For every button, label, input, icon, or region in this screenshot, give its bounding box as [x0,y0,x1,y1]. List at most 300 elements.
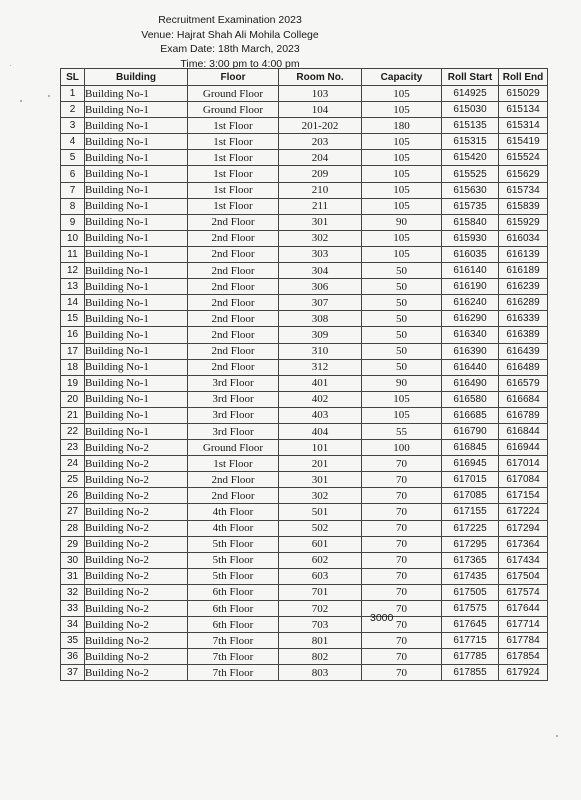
table-row [61,504,548,520]
cell-room: 210 [279,182,362,198]
cell-building: Building No-1 [85,86,188,102]
cell-capacity: 70 [362,488,442,504]
cell-building: Building No-1 [85,118,188,134]
cell-capacity: 105 [362,230,442,246]
cell-building: Building No-1 [85,263,188,279]
cell-room: 304 [279,263,362,279]
cell-floor: 5th Floor [188,536,279,552]
cell-room: 703 [279,617,362,633]
cell-capacity: 70 [362,520,442,536]
cell-roll-end: 617154 [499,488,548,504]
cell-roll-end: 615734 [499,182,548,198]
cell-building: Building No-1 [85,391,188,407]
cell-floor: 5th Floor [188,552,279,568]
table-row [61,279,548,295]
table-row [61,102,548,118]
table-row [61,182,548,198]
cell-sl: 17 [61,343,85,359]
table-row [61,488,548,504]
cell-room: 803 [279,665,362,681]
cell-room: 602 [279,552,362,568]
cell-building: Building No-1 [85,182,188,198]
cell-roll-start: 617085 [442,488,499,504]
cell-roll-start: 616945 [442,456,499,472]
cell-floor: 1st Floor [188,456,279,472]
cell-roll-start: 616490 [442,375,499,391]
table-row [61,246,548,262]
cell-capacity: 105 [362,246,442,262]
cell-roll-end: 617924 [499,665,548,681]
cell-room: 601 [279,536,362,552]
cell-roll-end: 615314 [499,118,548,134]
cell-room: 312 [279,359,362,375]
cell-capacity: 70 [362,649,442,665]
table-row [61,214,548,230]
table-row [61,343,548,359]
cell-room: 201-202 [279,118,362,134]
cell-floor: 7th Floor [188,665,279,681]
cell-sl: 6 [61,166,85,182]
cell-building: Building No-1 [85,423,188,439]
cell-building: Building No-2 [85,520,188,536]
table-row [61,86,548,102]
cell-floor: 7th Floor [188,649,279,665]
col-header-floor: Floor [188,69,279,86]
cell-roll-start: 617645 [442,617,499,633]
cell-sl: 31 [61,568,85,584]
cell-roll-end: 615524 [499,150,548,166]
cell-room: 403 [279,407,362,423]
cell-capacity: 90 [362,214,442,230]
cell-room: 211 [279,198,362,214]
col-header-roll-end: Roll End [499,69,548,86]
cell-floor: 4th Floor [188,520,279,536]
cell-capacity: 50 [362,343,442,359]
cell-building: Building No-1 [85,134,188,150]
table-row [61,568,548,584]
cell-building: Building No-1 [85,407,188,423]
cell-roll-start: 617295 [442,536,499,552]
cell-roll-start: 614925 [442,86,499,102]
venue-line: Venue: Hajrat Shah Ali Mohila College [141,28,319,41]
cell-floor: 1st Floor [188,198,279,214]
cell-roll-start: 616580 [442,391,499,407]
cell-building: Building No-2 [85,504,188,520]
cell-sl: 19 [61,375,85,391]
cell-capacity: 70 [362,617,442,633]
cell-room: 301 [279,472,362,488]
cell-building: Building No-2 [85,440,188,456]
cell-room: 203 [279,134,362,150]
cell-sl: 1 [61,86,85,102]
cell-building: Building No-1 [85,375,188,391]
cell-capacity: 50 [362,327,442,343]
cell-building: Building No-1 [85,343,188,359]
cell-roll-end: 617504 [499,568,548,584]
cell-roll-end: 615839 [499,198,548,214]
cell-roll-start: 617575 [442,601,499,617]
cell-building: Building No-2 [85,633,188,649]
table-row [61,198,548,214]
cell-roll-start: 617435 [442,568,499,584]
cell-sl: 9 [61,214,85,230]
cell-roll-start: 616190 [442,279,499,295]
cell-floor: 1st Floor [188,150,279,166]
table-row [61,440,548,456]
cell-roll-end: 616239 [499,279,548,295]
cell-room: 310 [279,343,362,359]
cell-roll-end: 616789 [499,407,548,423]
cell-capacity: 105 [362,166,442,182]
col-header-room: Room No. [279,69,362,86]
cell-floor: 6th Floor [188,601,279,617]
cell-roll-end: 615419 [499,134,548,150]
scan-speck [556,735,558,737]
cell-capacity: 50 [362,359,442,375]
cell-roll-end: 616439 [499,343,548,359]
cell-roll-end: 615134 [499,102,548,118]
cell-floor: Ground Floor [188,86,279,102]
cell-floor: 2nd Floor [188,230,279,246]
col-header-sl: SL [61,69,85,86]
cell-building: Building No-1 [85,279,188,295]
cell-floor: Ground Floor [188,102,279,118]
scan-speck [20,100,22,102]
cell-capacity: 70 [362,504,442,520]
table-row [61,649,548,665]
table-row [61,472,548,488]
cell-floor: 1st Floor [188,118,279,134]
table-row [61,536,548,552]
table-row [61,230,548,246]
cell-room: 308 [279,311,362,327]
cell-sl: 5 [61,150,85,166]
cell-building: Building No-1 [85,295,188,311]
cell-building: Building No-2 [85,536,188,552]
cell-sl: 21 [61,407,85,423]
total-capacity: 3000 [370,612,394,624]
cell-capacity: 105 [362,198,442,214]
cell-floor: 1st Floor [188,166,279,182]
table-row [61,295,548,311]
cell-floor: 2nd Floor [188,343,279,359]
cell-room: 103 [279,86,362,102]
cell-roll-start: 616340 [442,327,499,343]
cell-building: Building No-2 [85,649,188,665]
table-header-row [61,69,548,86]
cell-room: 603 [279,568,362,584]
cell-room: 301 [279,214,362,230]
cell-roll-end: 616684 [499,391,548,407]
cell-roll-end: 617574 [499,584,548,600]
cell-sl: 7 [61,182,85,198]
cell-room: 302 [279,488,362,504]
exam-time-line: Time: 3:00 pm to 4:00 pm [180,57,300,70]
cell-roll-end: 616579 [499,375,548,391]
cell-floor: 3rd Floor [188,391,279,407]
cell-roll-start: 616440 [442,359,499,375]
cell-floor: 4th Floor [188,504,279,520]
cell-capacity: 70 [362,568,442,584]
cell-capacity: 105 [362,102,442,118]
cell-sl: 10 [61,230,85,246]
cell-sl: 13 [61,279,85,295]
cell-roll-start: 616240 [442,295,499,311]
cell-capacity: 70 [362,456,442,472]
cell-roll-end: 616034 [499,230,548,246]
cell-sl: 32 [61,584,85,600]
cell-capacity: 180 [362,118,442,134]
cell-building: Building No-2 [85,601,188,617]
cell-roll-end: 616844 [499,423,548,439]
table-row [61,359,548,375]
cell-sl: 22 [61,423,85,439]
cell-sl: 28 [61,520,85,536]
scan-speck [10,65,11,66]
cell-floor: 2nd Floor [188,488,279,504]
cell-capacity: 50 [362,295,442,311]
cell-floor: 1st Floor [188,182,279,198]
cell-capacity: 105 [362,134,442,150]
cell-sl: 8 [61,198,85,214]
cell-roll-start: 616390 [442,343,499,359]
cell-sl: 34 [61,617,85,633]
cell-floor: 3rd Floor [188,423,279,439]
col-header-building: Building [85,69,188,86]
cell-building: Building No-2 [85,665,188,681]
cell-floor: 3rd Floor [188,407,279,423]
cell-building: Building No-2 [85,584,188,600]
cell-floor: Ground Floor [188,440,279,456]
cell-roll-start: 617855 [442,665,499,681]
cell-roll-start: 615840 [442,214,499,230]
table-row [61,263,548,279]
cell-roll-start: 616035 [442,246,499,262]
cell-floor: 1st Floor [188,134,279,150]
cell-room: 401 [279,375,362,391]
table-row [61,617,548,633]
cell-roll-end: 617714 [499,617,548,633]
cell-building: Building No-1 [85,214,188,230]
cell-capacity: 55 [362,423,442,439]
cell-sl: 26 [61,488,85,504]
table-row [61,601,548,617]
cell-floor: 2nd Floor [188,246,279,262]
cell-capacity: 50 [362,263,442,279]
cell-room: 402 [279,391,362,407]
cell-capacity: 70 [362,633,442,649]
cell-roll-end: 616289 [499,295,548,311]
cell-sl: 29 [61,536,85,552]
cell-roll-end: 616189 [499,263,548,279]
cell-floor: 6th Floor [188,584,279,600]
cell-room: 801 [279,633,362,649]
cell-building: Building No-2 [85,552,188,568]
cell-room: 702 [279,601,362,617]
cell-capacity: 70 [362,601,442,617]
cell-room: 701 [279,584,362,600]
table-row [61,150,548,166]
cell-sl: 16 [61,327,85,343]
cell-building: Building No-2 [85,456,188,472]
cell-roll-end: 617364 [499,536,548,552]
cell-roll-end: 615929 [499,214,548,230]
table-row [61,391,548,407]
cell-sl: 23 [61,440,85,456]
cell-room: 306 [279,279,362,295]
seat-plan-table [60,68,548,681]
cell-roll-start: 615315 [442,134,499,150]
cell-roll-end: 617854 [499,649,548,665]
cell-roll-start: 615420 [442,150,499,166]
cell-sl: 3 [61,118,85,134]
cell-roll-end: 617294 [499,520,548,536]
table-row [61,311,548,327]
table-row [61,456,548,472]
cell-capacity: 105 [362,391,442,407]
cell-room: 303 [279,246,362,262]
cell-building: Building No-1 [85,102,188,118]
cell-floor: 3rd Floor [188,375,279,391]
cell-sl: 35 [61,633,85,649]
cell-floor: 2nd Floor [188,359,279,375]
cell-sl: 11 [61,246,85,262]
cell-room: 307 [279,295,362,311]
table-row [61,407,548,423]
cell-roll-end: 615029 [499,86,548,102]
cell-capacity: 105 [362,86,442,102]
table-row [61,423,548,439]
cell-floor: 6th Floor [188,617,279,633]
cell-sl: 36 [61,649,85,665]
col-header-capacity: Capacity [362,69,442,86]
cell-roll-start: 615525 [442,166,499,182]
cell-room: 209 [279,166,362,182]
cell-roll-end: 617644 [499,601,548,617]
cell-room: 101 [279,440,362,456]
cell-floor: 2nd Floor [188,311,279,327]
cell-floor: 2nd Floor [188,327,279,343]
cell-roll-end: 616139 [499,246,548,262]
cell-floor: 2nd Floor [188,279,279,295]
cell-room: 501 [279,504,362,520]
cell-roll-end: 617084 [499,472,548,488]
cell-room: 309 [279,327,362,343]
cell-roll-start: 617225 [442,520,499,536]
scan-speck [48,95,50,97]
cell-roll-end: 616944 [499,440,548,456]
cell-room: 302 [279,230,362,246]
cell-roll-start: 617365 [442,552,499,568]
cell-sl: 27 [61,504,85,520]
cell-sl: 12 [61,263,85,279]
cell-capacity: 50 [362,279,442,295]
cell-building: Building No-1 [85,198,188,214]
cell-sl: 37 [61,665,85,681]
cell-sl: 14 [61,295,85,311]
cell-building: Building No-1 [85,230,188,246]
cell-room: 201 [279,456,362,472]
table-row [61,665,548,681]
cell-floor: 2nd Floor [188,263,279,279]
cell-roll-start: 615735 [442,198,499,214]
table-row [61,633,548,649]
cell-floor: 2nd Floor [188,214,279,230]
cell-roll-end: 617014 [499,456,548,472]
cell-floor: 2nd Floor [188,295,279,311]
table-row [61,327,548,343]
cell-floor: 2nd Floor [188,472,279,488]
cell-roll-start: 617155 [442,504,499,520]
cell-capacity: 90 [362,375,442,391]
col-header-roll-start: Roll Start [442,69,499,86]
table-row [61,118,548,134]
cell-building: Building No-1 [85,327,188,343]
cell-room: 404 [279,423,362,439]
cell-roll-start: 617785 [442,649,499,665]
cell-capacity: 70 [362,552,442,568]
document-header [0,13,460,71]
cell-sl: 4 [61,134,85,150]
cell-room: 104 [279,102,362,118]
cell-roll-start: 616685 [442,407,499,423]
cell-roll-start: 617715 [442,633,499,649]
cell-sl: 24 [61,456,85,472]
table-row [61,134,548,150]
cell-floor: 5th Floor [188,568,279,584]
cell-sl: 33 [61,601,85,617]
cell-sl: 2 [61,102,85,118]
table-row [61,166,548,182]
cell-roll-start: 615930 [442,230,499,246]
cell-roll-start: 616290 [442,311,499,327]
cell-roll-start: 616140 [442,263,499,279]
table-row [61,520,548,536]
cell-capacity: 100 [362,440,442,456]
cell-building: Building No-2 [85,488,188,504]
cell-roll-end: 616489 [499,359,548,375]
cell-capacity: 70 [362,584,442,600]
cell-roll-start: 616845 [442,440,499,456]
cell-roll-end: 617434 [499,552,548,568]
cell-room: 502 [279,520,362,536]
table-row [61,552,548,568]
cell-roll-start: 616790 [442,423,499,439]
cell-sl: 20 [61,391,85,407]
cell-building: Building No-1 [85,166,188,182]
cell-capacity: 105 [362,150,442,166]
cell-building: Building No-2 [85,617,188,633]
cell-building: Building No-1 [85,150,188,166]
cell-capacity: 105 [362,407,442,423]
cell-roll-start: 615630 [442,182,499,198]
cell-roll-start: 615135 [442,118,499,134]
cell-roll-end: 617784 [499,633,548,649]
cell-roll-end: 616389 [499,327,548,343]
cell-roll-end: 616339 [499,311,548,327]
table-row [61,584,548,600]
cell-building: Building No-1 [85,311,188,327]
table-body [61,86,548,681]
exam-title: Recruitment Examination 2023 [158,14,302,26]
cell-capacity: 70 [362,536,442,552]
cell-roll-end: 617224 [499,504,548,520]
cell-room: 802 [279,649,362,665]
cell-sl: 18 [61,359,85,375]
cell-sl: 25 [61,472,85,488]
cell-sl: 15 [61,311,85,327]
cell-floor: 7th Floor [188,633,279,649]
